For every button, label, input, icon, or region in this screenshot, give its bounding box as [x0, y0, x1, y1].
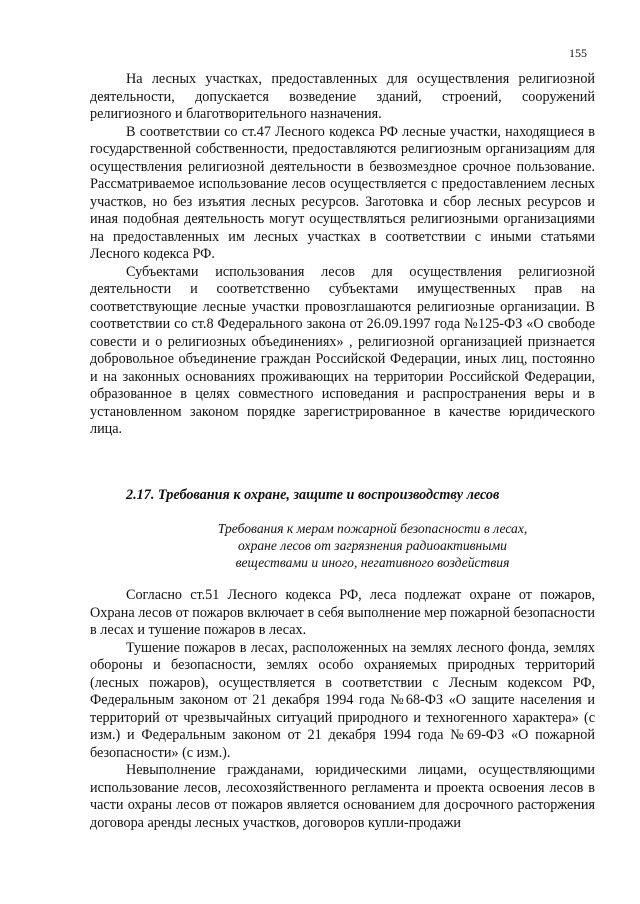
paragraph-religious-organizations: Субъектами использования лесов для осуществления религиозной деятельности и соответственно субъектами имущественных прав на соответствующие лесные участки провозглашаются религиозные организации. В соответствии со ст.8 Федерального закона от 26.09.1997 года №125-ФЗ «О свободе совести и о религиозных объединениях» , религиозной организацией признается добровольное объединение граждан Российской Федерации, иных лиц, постоянно и на законных основаниях проживающих на территории Российской Федерации, образованное в целях совместного исповедания и распространения веры и в установленном законом порядке зарегистрированное в качестве юридического лица. [90, 263, 595, 437]
subheading-line: Требования к мерам пожарной безопасности в лесах, [217, 521, 528, 536]
page-number: 155 [569, 46, 587, 60]
paragraph-non-compliance: Невыполнение гражданами, юридическими лицами, осуществляющими использование лесов, лесохозяйственного регламента и проекта освоения лесов в части охраны лесов от пожаров является основанием для досрочного расторжения договора аренды лесных участков, договоров купли-продажи [90, 762, 595, 831]
paragraph-article-47: В соответствии со ст.47 Лесного кодекса РФ лесные участки, находящиеся в государственной собственности, предоставляются религиозным организациям для осуществления религиозной деятельности в безвозмездное срочное пользование. Рассматриваемое использование лесов осуществляется с предоставлением лесных участков, но без изъятия лесных ресурсов. Заготовка и сбор лесных ресурсов и иная подобная деятельность могут осуществляться религиозными организациями на предоставленных им лесных участках в соответствии с иными статьями Лесного кодекса РФ. [90, 123, 595, 262]
page-content [90, 71, 595, 832]
paragraph-religious-buildings: На лесных участках, предоставленных для осуществления религиозной деятельности, допускается возведение зданий, строений, сооружений религиозного и благотворительного назначения. [90, 71, 595, 122]
subheading-line: веществами и иного, негативного воздействия [235, 555, 510, 570]
subheading-line: охране лесов от загрязнения радиоактивными [238, 538, 507, 553]
paragraph-article-51: Согласно ст.51 Лесного кодекса РФ, леса подлежат охране от пожаров, Охрана лесов от пожаров включает в себя выполнение мер пожарной безопасности в лесах и тушение пожаров в лесах. [90, 587, 595, 638]
section-heading: 2.17. Требования к охране, защите и воспроизводству лесов [126, 486, 500, 503]
subheading [90, 520, 595, 571]
paragraph-fire-extinguishing: Тушение пожаров в лесах, расположенных на землях лесного фонда, землях обороны и безопасности, землях особо охраняемых природных территорий (лесных пожаров), осуществляется в соответствии с Лесным кодексом РФ, Федеральным законом от 21 декабря 1994 года №68-ФЗ «О защите населения и территорий от чрезвычайных ситуаций природного и техногенного характера» (с изм.) и Федеральным законом от 21 декабря 1994 года №69-ФЗ «О пожарной безопасности» (с изм.). [90, 639, 595, 761]
